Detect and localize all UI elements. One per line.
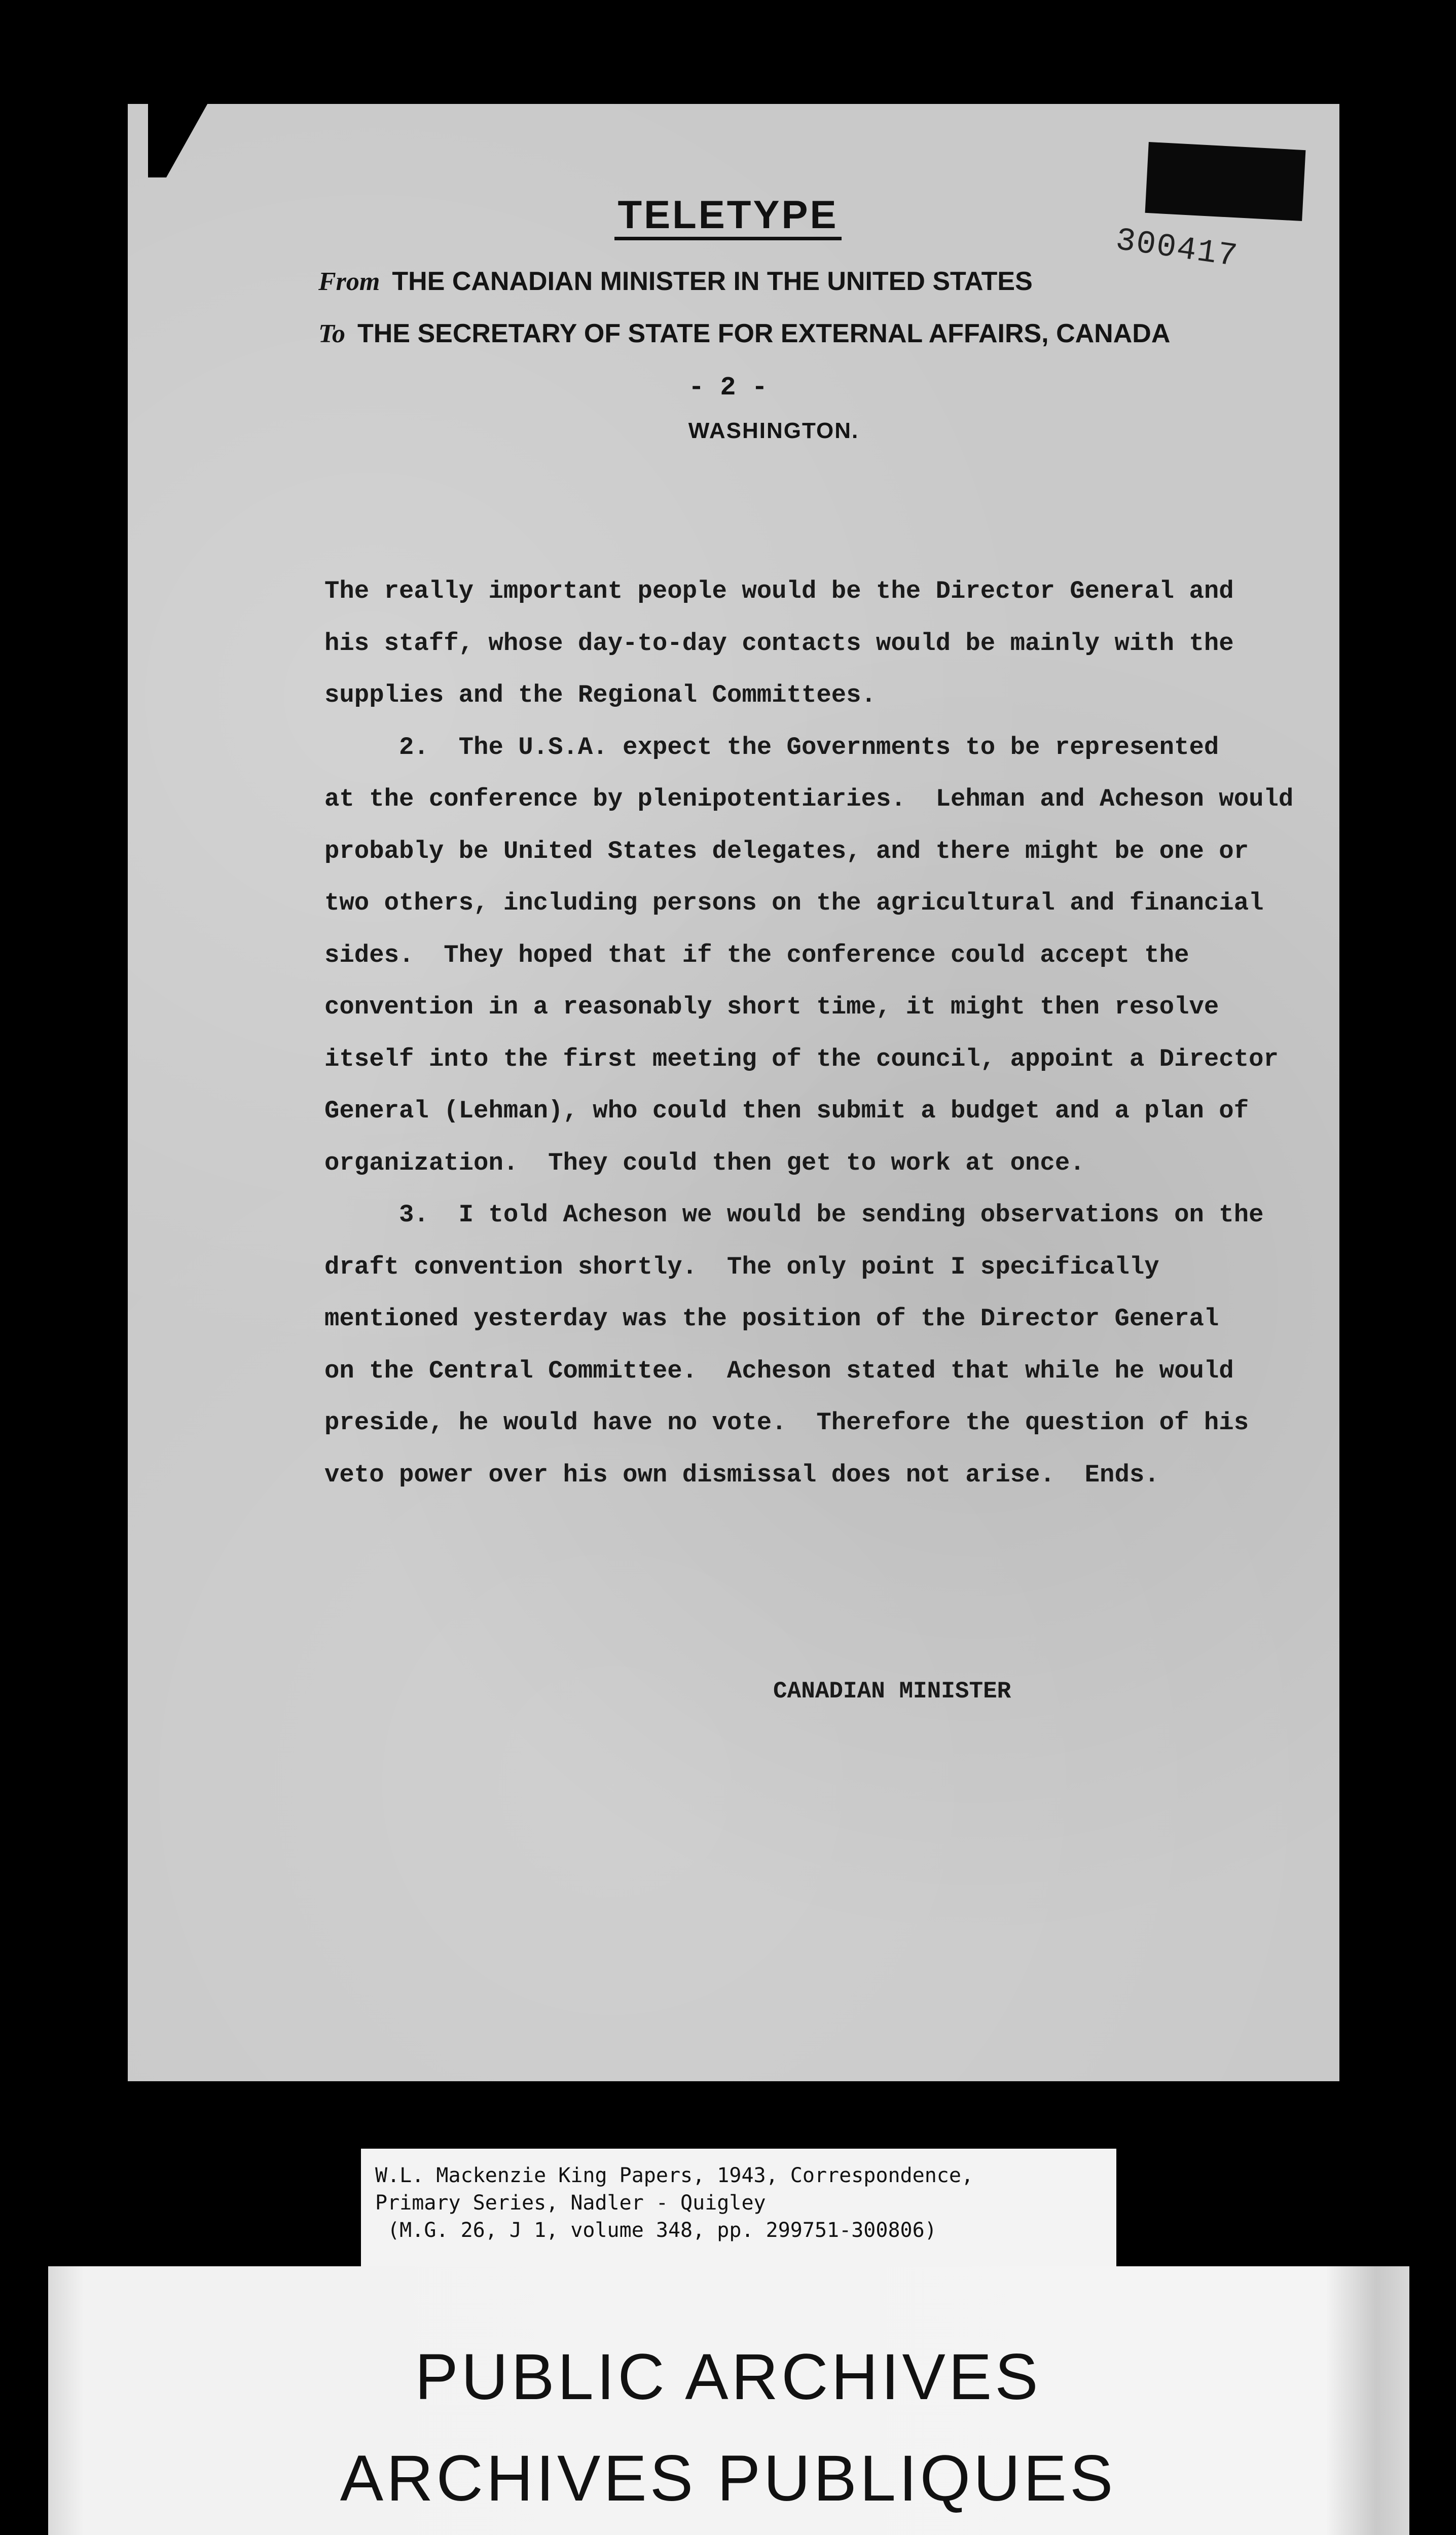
from-value: THE CANADIAN MINISTER IN THE UNITED STATES	[392, 267, 1033, 296]
body-line: his staff, whose day-to-day contacts would be mainly with the	[324, 629, 1234, 658]
body-line: two others, including persons on the agricultural and financial	[324, 889, 1264, 917]
body-line: at the conference by plenipotentiaries. Lehman and Acheson would	[324, 785, 1294, 813]
body-line: 2. The U.S.A. expect the Governments to be represented	[324, 733, 1219, 762]
title-text: TELETYPE	[614, 192, 841, 240]
to-line	[318, 318, 1170, 349]
body-line: probably be United States delegates, and there might be one or	[324, 837, 1249, 865]
body-line: mentioned yesterday was the position of the Director General	[324, 1305, 1219, 1333]
archive-line-english: PUBLIC ARCHIVES	[415, 2341, 1041, 2413]
body-line: The really important people would be the Director General and	[324, 577, 1234, 605]
body-line: veto power over his own dismissal does not arise. Ends.	[324, 1460, 1159, 1489]
archive-line-french: ARCHIVES PUBLIQUES	[340, 2442, 1116, 2515]
page-number: - 2 -	[688, 373, 768, 403]
body-line: preside, he would have no vote. Therefore the question of his	[324, 1408, 1249, 1437]
body-line: on the Central Committee. Acheson stated that while he would	[324, 1356, 1234, 1385]
document-number: 300417	[1113, 222, 1241, 276]
body-line: draft convention shortly. The only point I specifically	[324, 1252, 1159, 1281]
signature: CANADIAN MINISTER	[773, 1678, 1011, 1705]
body-line: supplies and the Regional Committees.	[324, 681, 876, 709]
from-label: From	[318, 267, 380, 296]
to-value: THE SECRETARY OF STATE FOR EXTERNAL AFFAIRS, CANADA	[357, 319, 1171, 348]
body-line: sides. They hoped that if the conference could accept the	[324, 940, 1189, 969]
citation-line: (M.G. 26, J 1, volume 348, pp. 299751-300806)	[375, 2219, 937, 2242]
body-line: General (Lehman), who could then submit a budget and a plan of	[324, 1097, 1249, 1125]
to-label: To	[318, 319, 345, 348]
body-line: convention in a reasonably short time, it might then resolve	[324, 993, 1219, 1021]
citation-line: W.L. Mackenzie King Papers, 1943, Correspondence,	[375, 2164, 974, 2187]
body-text	[324, 565, 1333, 1501]
citation-line: Primary Series, Nadler - Quigley	[375, 2191, 766, 2215]
body-line: itself into the first meeting of the council, appoint a Director	[324, 1044, 1279, 1073]
body-line: 3. I told Acheson we would be sending observations on the	[324, 1201, 1264, 1229]
from-line	[318, 266, 1033, 297]
place-line: WASHINGTON.	[688, 418, 859, 443]
body-line: organization. They could then get to work at once.	[324, 1148, 1085, 1177]
citation-label	[361, 2149, 1116, 2268]
document-title	[0, 192, 1456, 238]
